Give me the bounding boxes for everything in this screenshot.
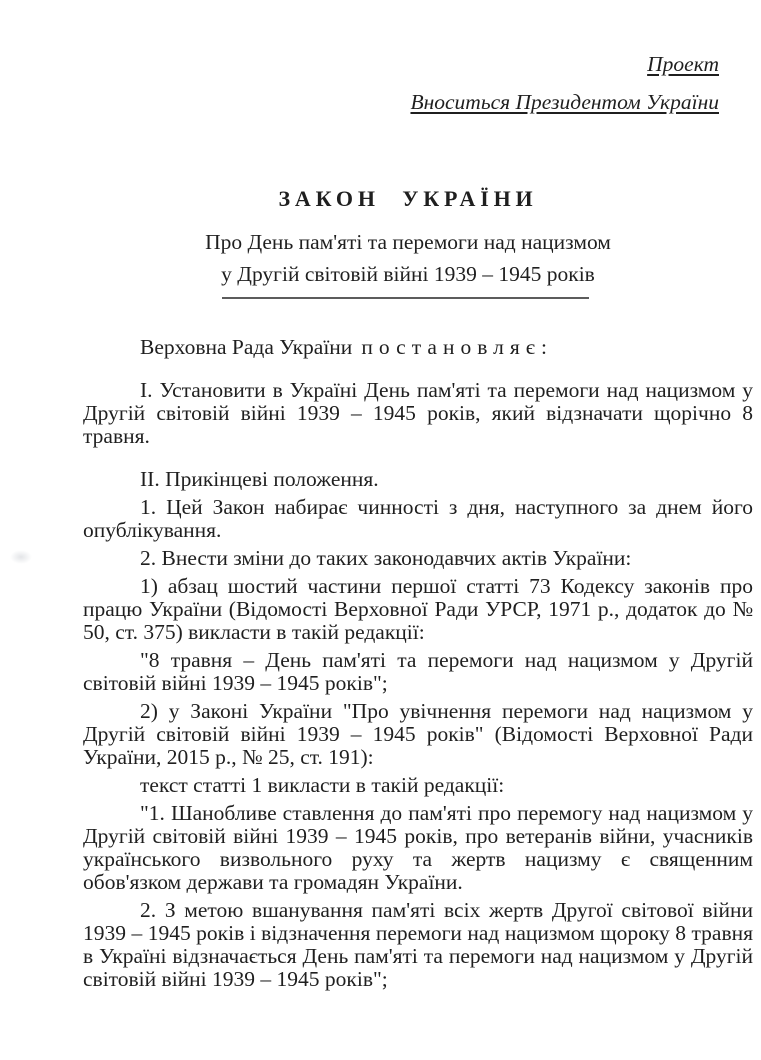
submitted-by-label: Вноситься Президентом України [410, 90, 719, 114]
enacting-verb: постановляє: [361, 335, 554, 359]
title-divider-rule [222, 297, 589, 299]
title-block [74, 186, 742, 299]
amendment-2-article-2-text: 2. З метою вшанування пам'яті всіх жертв Другої світової війни 1939 – 1945 років і відзначення перемоги над нацизмом щороку 8 травня в Україні відзначається День пам'яті та перемоги над нацизмом у Другій світовій війні 1939 – 1945 років"; [83, 898, 753, 991]
document-header [410, 45, 719, 121]
amendment-1-labor-code: 1) абзац шостий частини першої статті 73 Кодексу законів про працю України (Відомості Верховної Ради УРСР, 1971 р., додаток до № 50, ст. 375) викласти в такій редакції: [83, 574, 753, 644]
final-provisions-item-2: 2. Внести зміни до таких законодавчих актів України: [140, 546, 632, 570]
final-provisions-item-1: 1. Цей Закон набирає чинності з дня, наступного за днем його опублікування. [83, 495, 753, 542]
enacting-lead: Верховна Рада України [140, 335, 353, 359]
amendment-1-new-wording: "8 травня – День пам'яті та перемоги над нацизмом у Другій світовій війні 1939 – 1945 років"; [83, 648, 753, 695]
law-title: ЗАКОН УКРАЇНИ [278, 186, 538, 211]
amendment-2-article-1-text: "1. Шанобливе ставлення до пам'яті про перемогу над нацизмом у Другій світовій війні 1939 – 1945 років, про ветеранів війни, учасників українського визвольного руху та жертв нацизму є священним обов'язком держави та громадян України. [83, 801, 753, 894]
document-body [83, 336, 753, 996]
amendment-2-article-1-lead: текст статті 1 викласти в такій редакції: [140, 773, 505, 797]
law-subject-line1: Про День пам'яті та перемоги над нацизмом [205, 230, 611, 254]
amendment-2-law-reference: 2) у Законі України "Про увічнення перемоги над нацизмом у Другій світовій війні 1939 – 1945 років" (Відомості Верховної Ради України, 2015 р., № 25, ст. 191): [83, 699, 753, 769]
enacting-clause [83, 336, 753, 359]
scan-smudge-artifact [10, 550, 32, 564]
draft-label: Проект [647, 52, 719, 76]
law-subject-line2: у Другій світовій війні 1939 – 1945 років [221, 262, 595, 286]
section-II-heading: II. Прикінцеві положення. [140, 467, 379, 491]
article-I-paragraph: I. Установити в Україні День пам'яті та перемоги над нацизмом у Другій світовій війні 1939 – 1945 років, який відзначати щорічно 8 травня. [83, 378, 753, 448]
law-subject [74, 226, 742, 290]
